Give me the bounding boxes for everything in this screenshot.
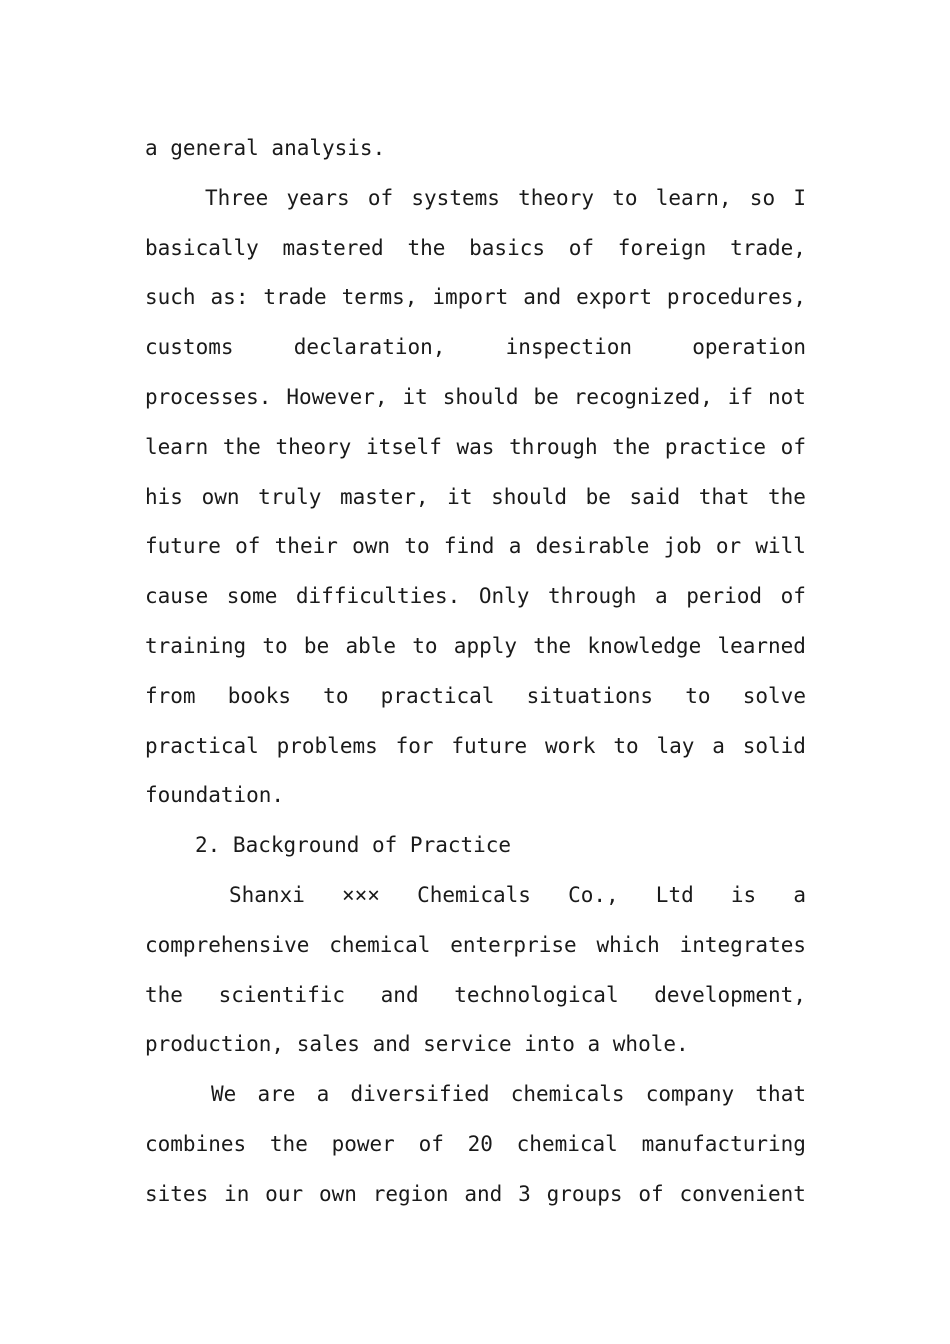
word: the [269,1131,308,1156]
text-line [145,572,806,622]
text-line [145,1170,806,1220]
word: training [145,633,247,658]
word: to [262,633,288,658]
word: learn [145,434,209,459]
word: of [367,185,394,210]
word: through [547,584,637,609]
word: of [780,434,806,459]
word: a [793,882,806,907]
word: scientific [218,982,346,1007]
text-line [145,323,806,373]
word: basically [145,235,259,260]
word: a [655,584,668,609]
word: desirable [535,534,650,559]
word: that [755,1082,806,1107]
word: mastered [282,235,384,260]
word: Only [478,584,530,609]
word: operation [692,335,806,360]
word: in [224,1181,250,1206]
word: said [629,484,681,509]
word: chemical [516,1131,618,1156]
word: the [767,484,806,509]
word: power [331,1131,395,1156]
word: was [456,434,495,459]
word: I [793,185,806,210]
word: or [715,534,742,559]
word: and [380,982,419,1007]
word: theory [518,185,594,210]
text-line [145,174,806,224]
word: groups [546,1181,623,1206]
word: systems [411,185,500,210]
text-line [145,672,806,722]
word: of [568,235,595,260]
word: our [265,1181,304,1206]
word: practical [145,733,259,758]
word: comprehensive [145,932,310,957]
word: of [418,1131,444,1156]
word: Chemicals [417,882,531,907]
word: to [685,683,711,708]
word: it [447,484,473,509]
word: apply [453,633,518,658]
word: declaration, [293,335,446,360]
word: to [323,683,349,708]
word: learn, [655,185,732,210]
word: to [404,534,430,559]
text-line: a general analysis. [145,136,386,160]
body-text [145,124,806,1220]
word: ××× [342,882,380,907]
word: from [145,683,196,708]
word: will [755,534,806,559]
word: years [286,185,350,210]
word: a [712,733,725,758]
word: technological [454,982,619,1007]
word: that [698,484,750,509]
word: region [372,1181,449,1206]
word: foreign [617,235,707,260]
word: job [663,534,702,559]
word: situations [526,683,654,708]
word: the [407,235,446,260]
word: combines [145,1131,247,1156]
word: solid [742,733,806,758]
word: the [612,434,651,459]
word: to [613,733,639,758]
text-line [145,622,806,672]
word: Shanxi [229,882,305,907]
word: able [345,633,397,658]
word: work [545,733,596,758]
word: it [402,384,428,409]
word: a [316,1082,330,1107]
word: master, [340,484,429,509]
section-heading: 2. Background of Practice [195,833,512,858]
text-line [145,522,806,572]
word: should [442,384,519,409]
text-line [145,1070,806,1120]
word: company [645,1082,735,1107]
word: convenient [679,1181,806,1206]
word: the [145,982,183,1007]
word: which [596,932,660,957]
word: and [523,285,562,310]
word: problems [276,733,378,758]
word: enterprise [450,932,577,957]
text-line [145,722,806,772]
word: practical [380,683,495,708]
text-line [145,224,806,274]
word: period [686,584,763,609]
word: the [533,633,572,658]
word: 20 [467,1131,493,1156]
word: knowledge [587,633,702,658]
word: recognized, [573,384,713,409]
word: However, [286,384,388,409]
text-line [145,1120,806,1170]
word: chemical [329,932,431,957]
word: and [464,1181,503,1206]
word: is [730,882,757,907]
word: solve [742,683,806,708]
word: so [749,185,776,210]
text-line: production, sales and service into a whole. [145,1032,689,1057]
word: own [201,484,240,509]
word: to [412,633,438,658]
word: should [491,484,567,509]
word: cause [145,584,209,609]
word: of [780,584,806,609]
word: processes. [145,384,272,409]
word: of [638,1181,664,1206]
word: learned [717,633,806,658]
word: truly [258,484,322,509]
word: import [432,285,509,310]
word: own [352,534,391,559]
text-line [145,273,806,323]
word: such [145,285,196,310]
word: integrates [679,932,806,957]
text-line [145,473,806,523]
word: find [443,534,495,559]
word: be [303,633,330,658]
word: not [767,384,806,409]
word: manufacturing [641,1131,806,1156]
word: through [509,434,598,459]
word: a [508,534,522,559]
word: books [227,683,291,708]
word: Three [205,185,269,210]
word: for [395,733,434,758]
word: procedures, [666,285,806,310]
word: chemicals [510,1082,625,1107]
word: itself [365,434,442,459]
word: development, [654,982,806,1007]
text-line: foundation. [145,783,285,808]
word: as: [210,285,249,310]
word: diversified [350,1082,490,1107]
word: own [318,1181,357,1206]
word: inspection [505,335,633,360]
word: their [274,534,338,559]
text-line [145,423,806,473]
word: customs [145,335,234,360]
word: Ltd [655,882,694,907]
word: trade, [730,235,806,260]
word: Co., [568,882,619,907]
word: his [145,484,183,509]
word: be [585,484,611,509]
word: difficulties. [295,584,461,609]
word: 3 [518,1181,531,1206]
word: lay [656,733,695,758]
word: theory [275,434,352,459]
word: basics [469,235,545,260]
word: to [612,185,638,210]
word: are [257,1082,296,1107]
word: of [235,534,261,559]
word: practice [664,434,767,459]
text-line [145,871,806,921]
word: We [211,1082,237,1107]
text-line [145,373,806,423]
text-line [145,971,806,1021]
word: export [576,285,652,310]
word: future [451,733,528,758]
word: terms, [341,285,418,310]
word: some [226,584,278,609]
word: trade [263,285,327,310]
word: sites [145,1181,209,1206]
word: the [222,434,261,459]
word: if [727,384,754,409]
word: be [533,384,559,409]
text-line [145,921,806,971]
word: future [145,534,221,559]
